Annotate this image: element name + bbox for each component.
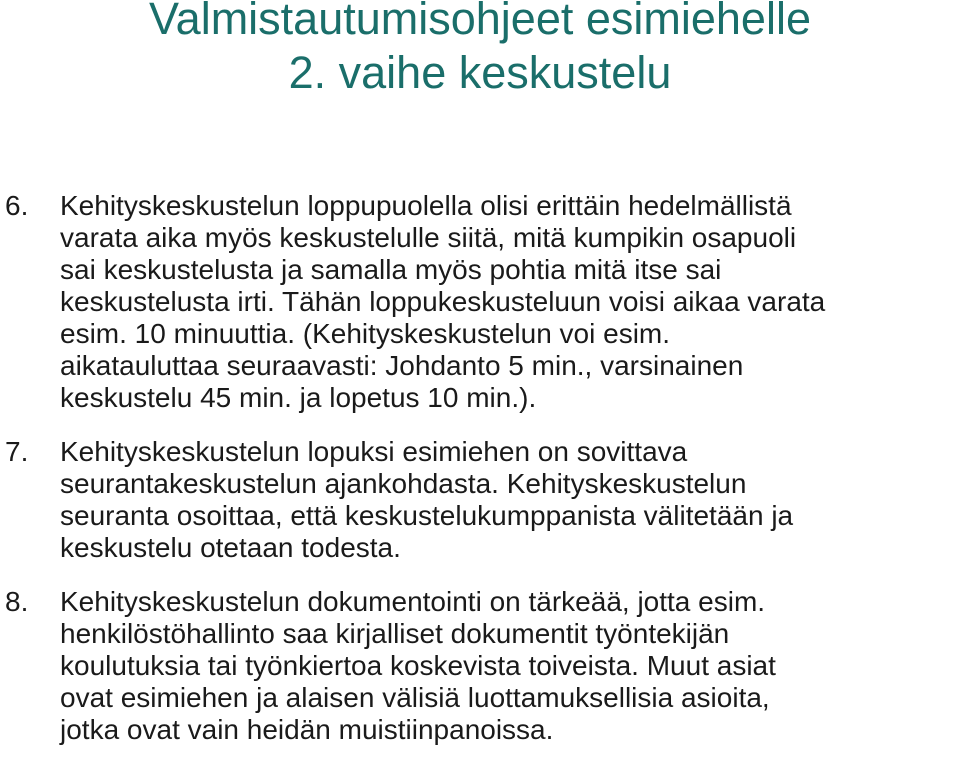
slide-title-line-2: 2. vaihe keskustelu (288, 47, 672, 98)
list-item-line: Kehityskeskustelun lopuksi esimiehen on sovittava (60, 436, 688, 467)
slide-title-line-1: Valmistautumisohjeet esimiehelle (149, 0, 811, 44)
numbered-instructions-list (0, 190, 960, 768)
list-item-line: ovat esimiehen ja alaisen välisiä luottamuksellisia asioita, (60, 682, 770, 713)
list-item-line: varata aika myös keskustelulle siitä, mitä kumpikin osapuoli (60, 222, 797, 253)
list-item-number: 7. (5, 436, 29, 467)
slide-title (0, 0, 960, 100)
list-item-number: 8. (5, 586, 29, 617)
list-item-number: 6. (5, 190, 29, 221)
list-item-line: seurantakeskustelun ajankohdasta. Kehityskeskustelun (60, 468, 747, 499)
list-item-line: koulutuksia tai työnkiertoa koskevista toiveista. Muut asiat (60, 650, 776, 681)
list-item-line: henkilöstöhallinto saa kirjalliset dokumentit työntekijän (60, 618, 730, 649)
list-item (0, 586, 960, 746)
list-item-line: jotka ovat vain heidän muistiinpanoissa. (60, 714, 554, 745)
list-item-line: aikatauluttaa seuraavasti: Johdanto 5 min., varsinainen (60, 350, 744, 381)
list-item-line: keskustelu otetaan todesta. (60, 532, 401, 563)
list-item-line: Kehityskeskustelun loppupuolella olisi erittäin hedelmällistä (60, 190, 792, 221)
list-item (0, 436, 960, 564)
list-item-line: esim. 10 minuuttia. (Kehityskeskustelun voi esim. (60, 318, 671, 349)
list-item-line: keskustelu 45 min. ja lopetus 10 min.). (60, 382, 537, 413)
list-item (0, 190, 960, 414)
list-item-line: keskustelusta irti. Tähän loppukeskusteluun voisi aikaa varata (60, 286, 826, 317)
list-item-line: Kehityskeskustelun dokumentointi on tärkeää, jotta esim. (60, 586, 766, 617)
list-item-line: sai keskustelusta ja samalla myös pohtia mitä itse sai (60, 254, 722, 285)
list-item-line: seuranta osoittaa, että keskustelukumppanista välitetään ja (60, 500, 794, 531)
